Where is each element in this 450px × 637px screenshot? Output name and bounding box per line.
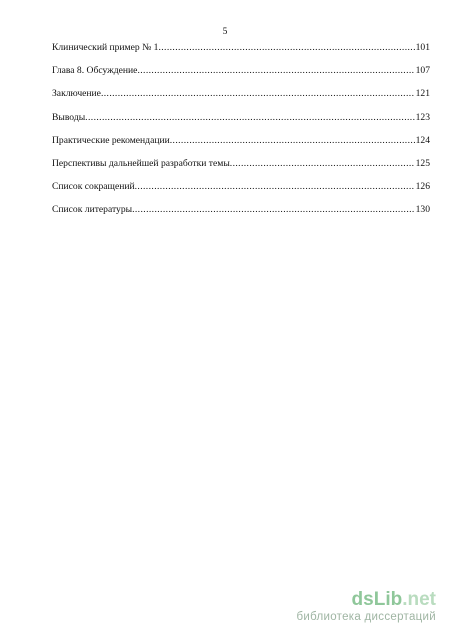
toc-dot-leader: [137, 65, 414, 76]
dslib-logo: [296, 590, 436, 610]
toc-entry-abbreviations: [52, 181, 430, 204]
toc-entry-label: Глава 8. Обсуждение: [52, 65, 138, 77]
toc-entry-page: 130: [415, 204, 430, 216]
toc-entry-chapter-8: [52, 65, 430, 88]
toc-dot-leader: [170, 135, 415, 146]
toc-entry-page: 101: [415, 42, 430, 53]
toc-dot-leader: [132, 204, 415, 215]
logo-suffix-text: .net: [402, 589, 436, 610]
toc-dot-leader: [85, 112, 414, 123]
dslib-watermark: [296, 590, 436, 624]
toc-entry-label: Список сокращений: [52, 181, 135, 193]
toc-entry-page: 121: [415, 88, 430, 100]
toc-entry-label: Заключение: [52, 88, 101, 100]
toc-dot-leader: [135, 181, 415, 192]
toc-dot-leader: [101, 88, 415, 99]
toc-entry-page: 125: [415, 157, 430, 169]
toc-entry-references: [52, 204, 430, 227]
toc-dot-leader: [230, 158, 415, 169]
toc-entry-clinical-example: [52, 42, 430, 65]
toc-entry-page: 126: [415, 181, 430, 193]
toc-entry-label: Перспективы дальнейшей разработки темы: [52, 157, 230, 169]
toc-entry-conclusion: [52, 88, 430, 111]
logo-main-text: dsLib: [351, 589, 403, 610]
toc-entry-page: 124: [415, 134, 430, 146]
toc-entry-label: Клинический пример № 1: [52, 42, 159, 53]
toc-entry-label: Выводы: [52, 111, 86, 123]
page-number: 5: [222, 27, 228, 37]
toc-entry-findings: [52, 112, 430, 135]
table-of-contents: [52, 42, 430, 228]
toc-entry-page: 123: [415, 111, 430, 123]
toc-entry-perspectives: [52, 158, 430, 181]
watermark-subtitle: библиотека диссертаций: [296, 611, 436, 623]
toc-entry-recommendations: [52, 135, 430, 158]
toc-entry-label: Практические рекомендации: [52, 134, 170, 146]
toc-entry-label: Список литературы: [52, 204, 133, 216]
toc-entry-page: 107: [415, 65, 430, 77]
toc-dot-leader: [158, 42, 414, 53]
